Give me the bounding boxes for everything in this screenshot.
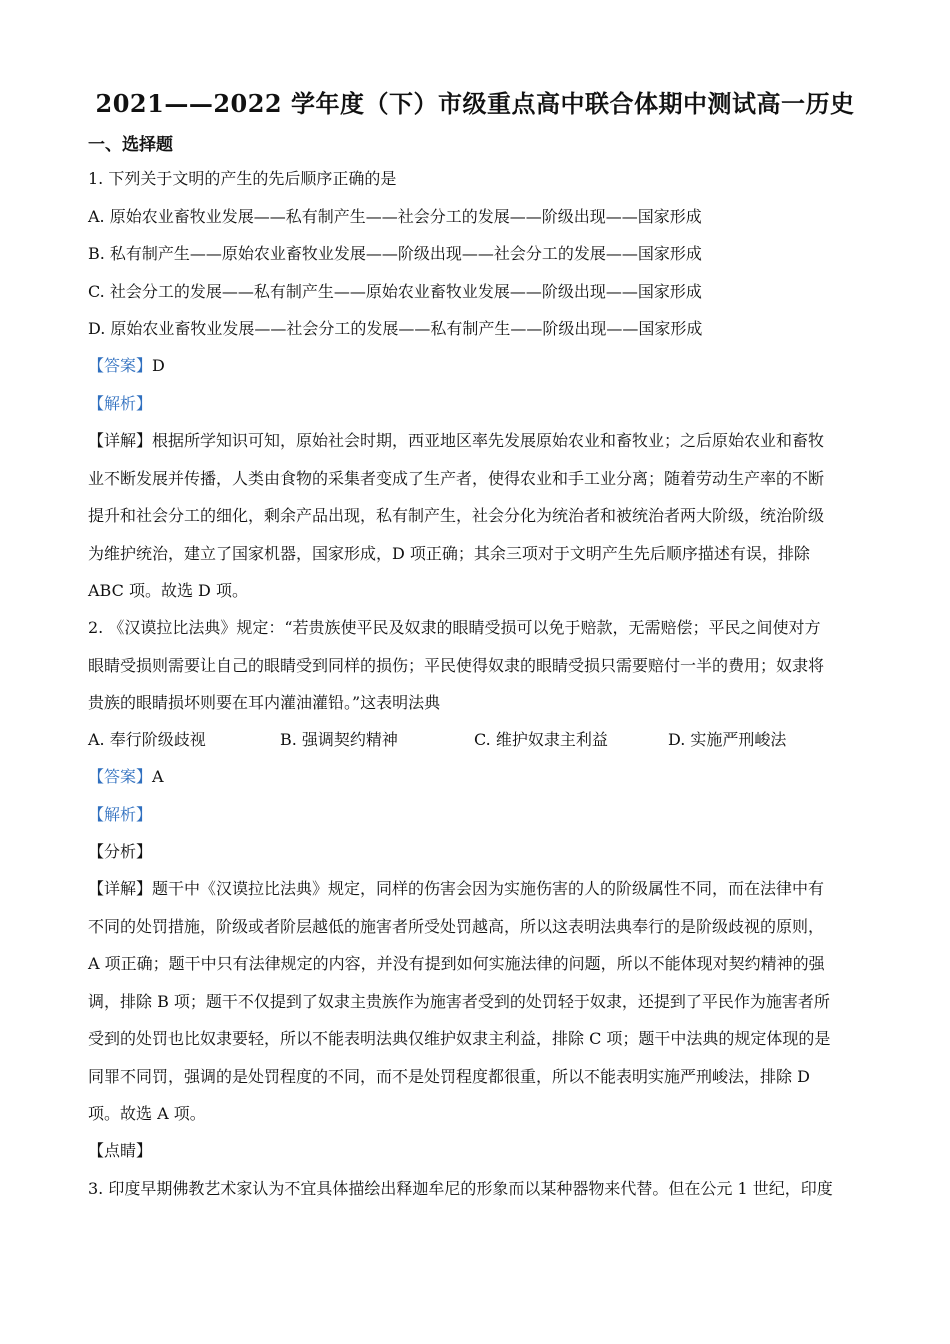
q2-detail-line-1 bbox=[88, 878, 824, 900]
q2-answer-value: A bbox=[152, 767, 164, 786]
q2-answer bbox=[88, 766, 164, 788]
answer-label: 【答案】 bbox=[88, 356, 153, 375]
q1-analysis-label: 【解析】 bbox=[88, 394, 153, 413]
q1-option-c: C. 社会分工的发展——私有制产生——原始农业畜牧业发展——阶级出现——国家形成 bbox=[88, 282, 702, 301]
q2-detail-line-3: A 项正确；题干中只有法律规定的内容，并没有提到如何实施法律的问题，所以不能体现对契约精神的强 bbox=[88, 954, 825, 973]
q2-dianjing-label: 【点睛】 bbox=[88, 1141, 153, 1160]
q2-stem-line-3: 贵族的眼睛损坏则要在耳内灌油灌铅。”这表明法典 bbox=[88, 693, 441, 712]
q2-option-b: B. 强调契约精神 bbox=[280, 730, 398, 749]
q1-detail-line-4: 为维护统治，建立了国家机器，国家形成，D 项正确；其余三项对于文明产生先后顺序描述有误，排除 bbox=[88, 544, 810, 563]
q1-detail-line-3: 提升和社会分工的细化，剩余产品出现，私有制产生，社会分化为统治者和被统治者两大阶级，统治阶级 bbox=[88, 506, 825, 525]
q2-analysis-label: 【解析】 bbox=[88, 805, 153, 824]
q2-option-a: A. 奉行阶级歧视 bbox=[88, 730, 206, 749]
q1-answer-value: D bbox=[152, 356, 165, 375]
q2-detail-line-5: 受到的处罚也比奴隶要轻，所以不能表明法典仅维护奴隶主利益，排除 C 项；题干中法典的规定体现的是 bbox=[88, 1029, 831, 1048]
q2-stem-line-1: 2. 《汉谟拉比法典》规定：“若贵族使平民及奴隶的眼睛受损可以免于赔款，无需赔偿；平民之间使对方 bbox=[88, 618, 821, 637]
q3-stem-line-1: 3. 印度早期佛教艺术家认为不宜具体描绘出释迦牟尼的形象而以某种器物来代替。但在公元 1 世纪，印度 bbox=[88, 1179, 833, 1198]
q2-fenxi-label: 【分析】 bbox=[88, 842, 153, 861]
q1-stem: 1. 下列关于文明的产生的先后顺序正确的是 bbox=[88, 169, 397, 188]
q1-option-a: A. 原始农业畜牧业发展——私有制产生——社会分工的发展——阶级出现——国家形成 bbox=[88, 207, 702, 226]
page-title: 2021——2022 学年度（下）市级重点高中联合体期中测试高一历史 bbox=[95, 89, 855, 118]
q2-option-c: C. 维护奴隶主利益 bbox=[474, 730, 608, 749]
q1-detail-line-5: ABC 项。故选 D 项。 bbox=[88, 581, 248, 600]
detail-label: 【详解】 bbox=[88, 879, 153, 898]
q2-option-d: D. 实施严刑峻法 bbox=[668, 730, 787, 749]
q2-detail-text-1: 题干中《汉谟拉比法典》规定，同样的伤害会因为实施伤害的人的阶级属性不同，而在法律中有 bbox=[152, 879, 825, 898]
section-heading: 一、选择题 bbox=[88, 135, 173, 155]
q1-option-b: B. 私有制产生——原始农业畜牧业发展——阶级出现——社会分工的发展——国家形成 bbox=[88, 244, 702, 263]
q1-answer bbox=[88, 355, 165, 377]
q1-detail-text-1: 根据所学知识可知，原始社会时期，西亚地区率先发展原始农业和畜牧业；之后原始农业和畜牧 bbox=[152, 431, 825, 450]
q2-detail-line-7: 项。故选 A 项。 bbox=[88, 1104, 206, 1123]
q2-stem-line-2: 眼睛受损则需要让自己的眼睛受到同样的损伤；平民使得奴隶的眼睛受损只需要赔付一半的费用；奴隶将 bbox=[88, 656, 825, 675]
detail-label: 【详解】 bbox=[88, 431, 153, 450]
q1-detail-line-1 bbox=[88, 430, 824, 452]
q2-detail-line-6: 同罪不同罚，强调的是处罚程度的不同，而不是处罚程度都很重，所以不能表明实施严刑峻法，排除 D bbox=[88, 1067, 810, 1086]
q1-detail-line-2: 业不断发展并传播，人类由食物的采集者变成了生产者，使得农业和手工业分离；随着劳动生产率的不断 bbox=[88, 469, 825, 488]
q1-option-d: D. 原始农业畜牧业发展——社会分工的发展——私有制产生——阶级出现——国家形成 bbox=[88, 319, 703, 338]
answer-label: 【答案】 bbox=[88, 767, 153, 786]
q2-detail-line-4: 调，排除 B 项；题干不仅提到了奴隶主贵族作为施害者受到的处罚轻于奴隶，还提到了平民作为施害者所 bbox=[88, 992, 830, 1011]
q2-detail-line-2: 不同的处罚措施，阶级或者阶层越低的施害者所受处罚越高，所以这表明法典奉行的是阶级歧视的原则， bbox=[88, 917, 825, 936]
